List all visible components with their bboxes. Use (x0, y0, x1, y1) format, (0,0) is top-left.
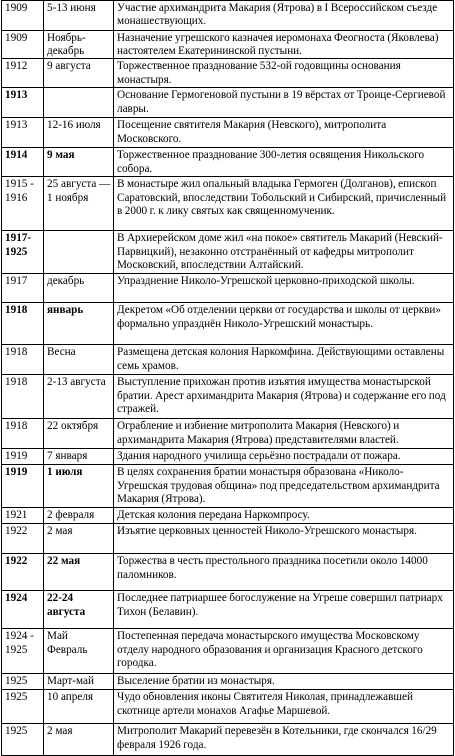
date-cell: декабрь (44, 274, 114, 303)
date-cell: 25 августа — 1 ноября (44, 177, 114, 231)
table-row (2, 465, 454, 508)
date-cell: 7 января (44, 449, 114, 465)
event-cell: В целях сохранения братии монастыря образована «Николо-Угрешская трудовая община» под председательством архимандрита Макария (Ятрова). (114, 465, 454, 508)
table-row (2, 1, 454, 31)
date-cell: 22 мая (44, 554, 114, 591)
year-cell: 1922 (2, 554, 44, 591)
year-cell: 1918 (2, 419, 44, 449)
event-cell: Декретом «Об отделении церкви от государства и школы от церкви» формально упразднён Николо-Угрешский монастырь. (114, 303, 454, 345)
date-cell: 9 мая (44, 148, 114, 177)
table-row (2, 88, 454, 118)
table-row (2, 345, 454, 375)
event-cell: Упразднение Николо-Угрешской церковно-приходской школы. (114, 274, 454, 303)
date-cell: 1 июля (44, 465, 114, 508)
event-cell: Участие архимандрита Макария (Ятрова) в I Всероссийском съезде монашествующих. (114, 1, 454, 31)
table-row (2, 303, 454, 345)
event-cell: Последнее патриаршее богослужение на Угреше совершил патриарх Тихон (Белавин). (114, 591, 454, 629)
table-row (2, 118, 454, 148)
year-cell: 1918 (2, 345, 44, 375)
date-cell: 2 февраля (44, 508, 114, 524)
year-cell: 1922 (2, 524, 44, 554)
table-row (2, 508, 454, 524)
event-cell: Постепенная передача монастырского имущества Московскому отделу народного образования и организация Красного детского городка. (114, 629, 454, 674)
table-row (2, 177, 454, 231)
date-cell: январь (44, 303, 114, 345)
table-row (2, 274, 454, 303)
event-cell: Торжественное празднование 300-летия освящения Никольского собора. (114, 148, 454, 177)
year-cell: 1917 (2, 274, 44, 303)
table-row (2, 148, 454, 177)
table-row (2, 674, 454, 690)
event-cell: Торжественное празднование 532-ой годовщины основания монастыря. (114, 59, 454, 88)
event-cell: Размещена детская колония Наркомфина. Действующими оставлены семь храмов. (114, 345, 454, 375)
event-cell: Ограбление и избиение митрополита Макария (Невского) и архимандрита Макария (Ятрова) представителями властей. (114, 419, 454, 449)
event-cell: Митрополит Макарий перевезён в Котельники, где скончался 16/29 февраля 1926 года. (114, 724, 454, 756)
event-cell: Торжества в честь престольного праздника посетили около 14000 паломников. (114, 554, 454, 591)
event-cell: Здания народного училища серьёзно пострадали от пожара. (114, 449, 454, 465)
year-cell: 1925 (2, 690, 44, 724)
date-cell: Март-май (44, 674, 114, 690)
table-row (2, 419, 454, 449)
year-cell: 1919 (2, 449, 44, 465)
table-row (2, 31, 454, 59)
year-cell: 1912 (2, 59, 44, 88)
event-cell: Основание Гермогеновой пустыни в 19 вёрстах от Троице-Сергиевой лавры. (114, 88, 454, 118)
date-cell: Май Февраль (44, 629, 114, 674)
year-cell: 1909 (2, 1, 44, 31)
date-cell: 22 октября (44, 419, 114, 449)
table-row (2, 231, 454, 274)
date-cell: Весна (44, 345, 114, 375)
chronology-body (2, 1, 454, 756)
event-cell: Изъятие церковных ценностей Николо-Угрешского монастыря. (114, 524, 454, 554)
event-cell: В монастыре жил опальный владыка Гермоген (Долганов), епископ Саратовский, впоследствии Тобольский и Сибирский, причисленный в 2000 г. к лику святых как священномученик. (114, 177, 454, 231)
event-cell: Посещение святителя Макария (Невского), митрополита Московского. (114, 118, 454, 148)
year-cell: 1914 (2, 148, 44, 177)
year-cell: 1925 (2, 724, 44, 756)
year-cell: 1918 (2, 375, 44, 419)
date-cell: 2 мая (44, 524, 114, 554)
table-row (2, 375, 454, 419)
table-row (2, 554, 454, 591)
table-row (2, 449, 454, 465)
year-cell: 1924 (2, 591, 44, 629)
table-row (2, 629, 454, 674)
event-cell: Чудо обновления иконы Святителя Николая, принадлежавшей скотнице артели монахов Агафье Маршевой. (114, 690, 454, 724)
year-cell: 1913 (2, 118, 44, 148)
year-cell: 1924 - 1925 (2, 629, 44, 674)
date-cell (44, 88, 114, 118)
date-cell: 10 апреля (44, 690, 114, 724)
table-row (2, 690, 454, 724)
year-cell: 1917-1925 (2, 231, 44, 274)
year-cell: 1918 (2, 303, 44, 345)
event-cell: Выступление прихожан против изъятия имущества монастырской братии. Арест архимандрита Макария (Ятрова) и содержание его под стражей. (114, 375, 454, 419)
date-cell: 22-24 августа (44, 591, 114, 629)
date-cell: 5-13 июня (44, 1, 114, 31)
event-cell: Детская колония передана Наркомпросу. (114, 508, 454, 524)
table-row (2, 591, 454, 629)
date-cell (44, 231, 114, 274)
event-cell: Назначение угрешского казначея иеромонаха Феогноста (Яковлева) настоятелем Екатерининской пустыни. (114, 31, 454, 59)
table-row (2, 524, 454, 554)
date-cell: 2-13 августа (44, 375, 114, 419)
event-cell: Выселение братии из монастыря. (114, 674, 454, 690)
date-cell: 2 мая (44, 724, 114, 756)
date-cell: 9 августа (44, 59, 114, 88)
date-cell: 12-16 июля (44, 118, 114, 148)
chronology-table (1, 0, 454, 756)
event-cell: В Архиерейском доме жил «на покое» святитель Макарий (Невский-Парвицкий), незаконно отстранённый от кафедры митрополит Московский, впоследствии Алтайский. (114, 231, 454, 274)
table-row (2, 724, 454, 756)
year-cell: 1915 - 1916 (2, 177, 44, 231)
table-row (2, 59, 454, 88)
year-cell: 1909 (2, 31, 44, 59)
year-cell: 1921 (2, 508, 44, 524)
date-cell: Ноябрь-декабрь (44, 31, 114, 59)
year-cell: 1919 (2, 465, 44, 508)
year-cell: 1913 (2, 88, 44, 118)
year-cell: 1925 (2, 674, 44, 690)
